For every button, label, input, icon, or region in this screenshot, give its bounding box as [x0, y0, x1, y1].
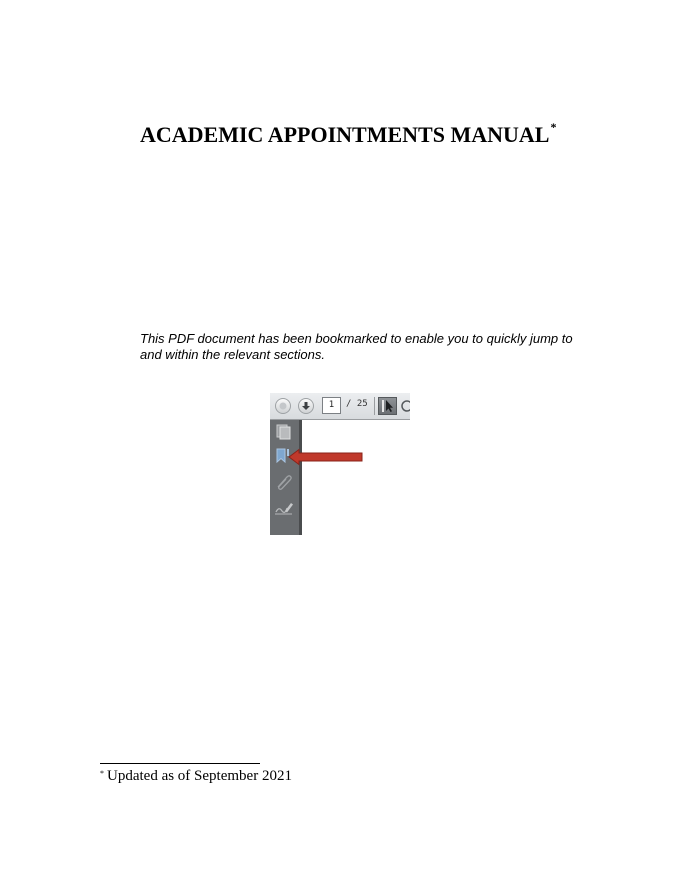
paperclip-icon — [274, 473, 294, 491]
toolbar-separator — [374, 397, 375, 415]
viewer-toolbar — [270, 393, 410, 420]
title-text: ACADEMIC APPOINTMENTS MANUAL — [140, 122, 550, 147]
page-total-label: / 25 — [346, 399, 368, 409]
footnote-text: Updated as of September 2021 — [107, 768, 292, 784]
sidebar-divider — [299, 420, 302, 535]
footnote-marker: * — [100, 769, 104, 778]
arrow-down-circle-icon — [298, 398, 314, 414]
arrow-up-circle-icon — [275, 398, 291, 414]
red-arrow-icon — [288, 448, 364, 466]
viewer-sidebar — [270, 420, 299, 535]
pages-icon — [274, 423, 294, 441]
bookmark-instructions: This PDF document has been bookmarked to enable you to quickly jump to and within the relevant sections. — [140, 331, 573, 362]
document-title — [140, 122, 556, 148]
footnote-separator — [100, 763, 260, 764]
page-number-field: 1 — [322, 397, 341, 414]
cursor-select-icon — [378, 397, 397, 415]
footnote — [100, 768, 292, 785]
title-footnote-marker: * — [550, 120, 557, 134]
hand-icon — [400, 398, 410, 414]
signature-pen-icon — [274, 499, 294, 517]
